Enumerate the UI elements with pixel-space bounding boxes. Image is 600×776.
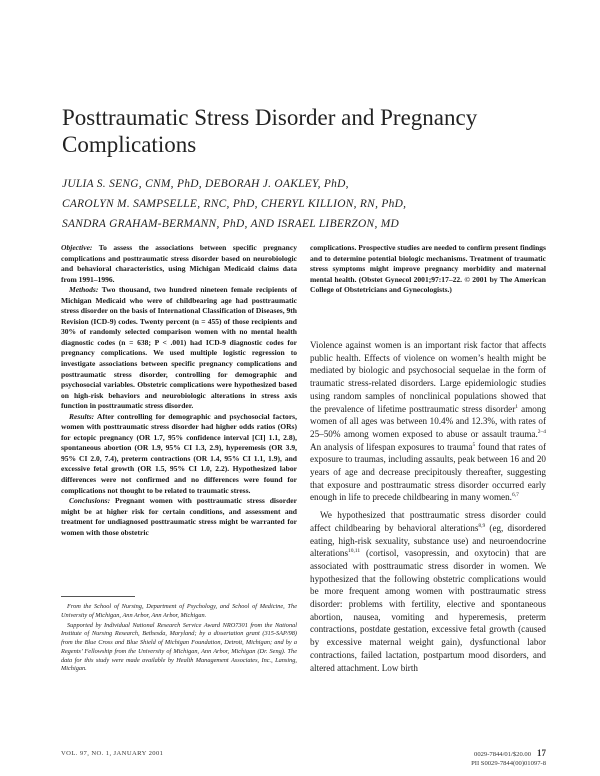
article-title: Posttraumatic Stress Disorder and Pregnancy Complications bbox=[62, 105, 478, 157]
objective-heading: Objective: bbox=[61, 243, 93, 252]
citation-ref: 5 bbox=[472, 441, 476, 448]
conclusions-text: Pregnant women with posttraumatic stress disorder might be at higher risk for certain conditions, and assessment and treatment for undiagnosed posttraumatic stress might be warranted for women with those obstetric bbox=[61, 496, 297, 537]
body-paragraph bbox=[310, 509, 546, 674]
footnote-affiliation: From the School of Nursing, Department of Psychology, and School of Medicine, The University of Michigan, Ann Arbor, Ann Arbor, Michigan. bbox=[61, 603, 297, 619]
methods-text: Two thousand, two hundred nineteen female recipients of Michigan Medicaid who were of childbearing age had posttraumatic stress disorder on the basis of International Classification of Diseases, 9th Revision (ICD-9) codes. Twenty percent (n = 455) of those recipients and 30% of randomly selected comparison women with no mental health diagnostic codes (n = 638; P < .001) had ICD-9 diagnostic codes for pregnancy complications. We used multiple logistic regression to investigate associations between specific pregnancy complications and posttraumatic stress disorder, controlling for demographic and psychosocial variables. Obstetric complications were hypothesized based on high-risk behaviors and neurobiologic alterations in stress axis function in posttraumatic stress disorder. bbox=[61, 285, 297, 411]
footer-issn: 0029-7844/01/$20.00 bbox=[474, 751, 531, 758]
citation-ref: 10,11 bbox=[348, 548, 361, 555]
citation-ref: 2–4 bbox=[537, 428, 546, 435]
abstract-conclusions bbox=[61, 496, 297, 538]
results-text: After controlling for demographic and psychosocial factors, women with posttraumatic stress disorder had higher odds ratios (ORs) for ectopic pregnancy (OR 1.7, 95% confidence interval [CI] 1.1, 2.8), spontaneous abortion (OR 1.9, 95% CI 1.3, 2.9), hyperemesis (OR 3.9, 95% CI 2.0, 7.4), preterm contractions (OR 1.4, 95% CI 1.1, 1.9), and excessive fetal growth (OR 1.5, 95% CI 1.0, 2.2). Hypothesized labor differences were not confirmed and no differences were found for complications not thought to be related to traumatic stress. bbox=[61, 411, 297, 495]
body-paragraph bbox=[310, 339, 546, 504]
abstract-results bbox=[61, 412, 297, 496]
body-text-run: We hypothesized that posttraumatic stress disorder could affect childbearing by behavioral alterations bbox=[310, 510, 546, 533]
author-line: CAROLYN M. SAMPSELLE, RNC, PhD, CHERYL KILLION, RN, PhD, bbox=[62, 198, 407, 210]
abstract-continuation-text: complications. Prospective studies are needed to confirm present findings and to determine potential biologic mechanisms. Treatment of traumatic stress symptoms might improve pregnancy morbidity and maternal mental health. (Obstet Gynecol 2001;97:17–22. © 2001 by The American College of Obstetricians and Gynecologists.) bbox=[310, 243, 546, 295]
author-line: JULIA S. SENG, CNM, PhD, DEBORAH J. OAKLEY, PhD, bbox=[62, 178, 349, 190]
conclusions-heading: Conclusions: bbox=[69, 496, 111, 506]
footnote-rule bbox=[61, 596, 135, 597]
abstract-continuation bbox=[310, 243, 546, 296]
footnotes bbox=[61, 603, 297, 675]
body-text-run: (cortisol, vasopressin, and oxytocin) that are associated with posttraumatic stress disorder in women. We hypothesized that the following obstetric complications would be more frequent among women with posttraumatic stress disorder: problems with fertility, elective and spontaneous abortion, nausea, vomiting and hyperemesis, preterm contractions, postdate gestation, excessive fetal growth (caused by excessive maternal weight gain), dysfunctional labor contractions, failed lactation, postpartum mood disorders, and altered attachment. Low birth bbox=[310, 548, 546, 673]
page-number: 17 bbox=[537, 748, 546, 758]
citation-ref: 8,9 bbox=[478, 522, 486, 529]
body-text-run: Violence against women is an important risk factor that affects public health. Effects of violence on women’s health might be mediated by biologic and psychosocial sequelae in the form of traumatic stress-related disorders. Large epidemiologic studies using random samples of nonclinical populations showed that the prevalence of lifetime posttraumatic stress disorder bbox=[310, 340, 546, 414]
abstract-methods bbox=[61, 285, 297, 412]
article-body bbox=[310, 339, 546, 674]
abstract-objective bbox=[61, 243, 297, 285]
citation-ref: 1 bbox=[515, 403, 519, 410]
citation-ref: 6,7 bbox=[511, 492, 519, 499]
author-list bbox=[62, 174, 542, 234]
objective-text: To assess the associations between specific pregnancy complications and posttraumatic stress disorder based on neurobiologic and behavioral characteristics, using Michigan Medicaid claims data from 1991–1996. bbox=[61, 243, 297, 284]
body-text-run: among women of all ages was between 10.4% and 12.3%, with rates of 25–50% among women exposed to abuse or assault trauma. bbox=[310, 403, 546, 439]
footer-pii: PII S0029-7844(00)01097-8 bbox=[471, 760, 546, 767]
methods-heading: Methods: bbox=[69, 285, 99, 295]
footnote-support: Supported by Individual National Research Service Award NRO7301 from the National Institute of Nursing Research, Bethesda, Maryland; by a dissertation grant (315-SAP/98) from the Blue Cross and Blue Shield of Michigan Foundation, Detroit, Michigan; and by a Regents’ Fellowship from the University of Michigan, Ann Arbor, Michigan (Dr. Seng). The data for this study were made available by Health Management Associates, Inc., Lansing, Michigan. bbox=[61, 621, 297, 673]
body-text-run: (eg, disordered eating, high-risk sexuality, substance use) and neuroendocrine alterations bbox=[310, 522, 546, 559]
footer-right bbox=[430, 748, 546, 767]
body-text-run: An analysis of lifespan exposures to trauma bbox=[310, 441, 473, 452]
author-line: SANDRA GRAHAM-BERMANN, PhD, AND ISRAEL LIBERZON, MD bbox=[62, 218, 400, 230]
footer-volume: VOL. 97, NO. 1, JANUARY 2001 bbox=[61, 750, 164, 757]
footer-issn-row bbox=[430, 748, 546, 758]
body-text-run: found that rates of exposure to traumas, including assaults, peak between 16 and 20 years of age and decrease precipitously thereafter, suggesting that exposure and posttraumatic stress disorder occurred early enough in life to precede childbearing in many women. bbox=[310, 441, 546, 503]
abstract bbox=[61, 243, 297, 538]
results-heading: Results: bbox=[69, 411, 95, 421]
